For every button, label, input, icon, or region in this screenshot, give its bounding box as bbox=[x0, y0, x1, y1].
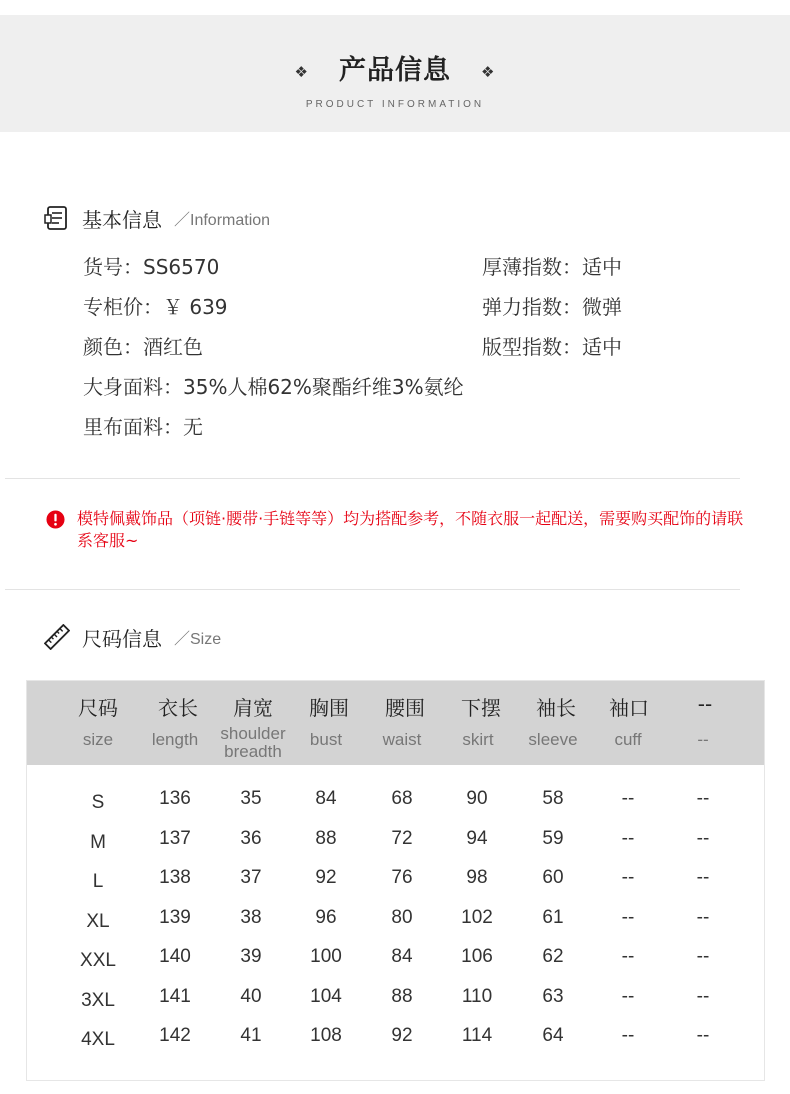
cell-cuff: -- bbox=[621, 1025, 635, 1046]
cell-bust: 108 bbox=[310, 1025, 342, 1046]
header-en-waist: waist bbox=[382, 730, 422, 749]
cell-cuff: -- bbox=[621, 867, 635, 888]
cell-bust: 92 bbox=[315, 867, 337, 888]
info-item-price: 专柜价：￥ 639 bbox=[83, 295, 228, 319]
cell-waist: 76 bbox=[391, 867, 413, 888]
cell-cuff: -- bbox=[621, 946, 635, 967]
cell-waist: 72 bbox=[391, 827, 413, 849]
cell-size: 4XL bbox=[81, 1029, 115, 1050]
basic-info-heading bbox=[44, 203, 270, 233]
cell-length: 136 bbox=[159, 788, 191, 809]
cell-waist: 68 bbox=[391, 788, 413, 809]
header-en-sleeve: sleeve bbox=[528, 730, 578, 749]
section-divider bbox=[5, 589, 740, 590]
cell-shoulder: 37 bbox=[240, 867, 262, 888]
document-icon bbox=[44, 205, 70, 231]
cell-skirt: 106 bbox=[461, 946, 493, 967]
header-en-length: length bbox=[151, 730, 199, 749]
notice-text: 模特佩戴饰品（项链·腰带·手链等等）均为搭配参考，不随衣服一起配送，需要购买配饰的请联系客服~ bbox=[77, 509, 744, 550]
cell-waist: 92 bbox=[391, 1025, 413, 1046]
cell-bust: 100 bbox=[310, 946, 342, 967]
cell-sleeve: 63 bbox=[542, 985, 564, 1007]
cell-cuff: -- bbox=[621, 906, 635, 928]
cell-size: M bbox=[90, 831, 106, 853]
header-cn-blank: -- bbox=[697, 692, 713, 716]
cell-size: L bbox=[92, 871, 104, 892]
right-diamond-icon: ❖ bbox=[481, 62, 496, 81]
cell-length: 140 bbox=[159, 946, 191, 967]
cell-size: XXL bbox=[80, 950, 116, 971]
cell-shoulder: 40 bbox=[240, 985, 262, 1007]
cell-cuff: -- bbox=[621, 788, 635, 809]
cell-length: 142 bbox=[159, 1025, 191, 1046]
banner-title: 产品信息 bbox=[339, 55, 451, 86]
cell-waist: 84 bbox=[391, 946, 413, 967]
cell-length: 138 bbox=[159, 867, 191, 888]
header-cn-waist: 腰围 bbox=[385, 696, 425, 720]
basic-info-title: 基本信息 bbox=[82, 207, 162, 232]
cell-bust: 84 bbox=[315, 788, 337, 809]
cell-size: S bbox=[91, 792, 105, 813]
cell-skirt: 102 bbox=[461, 906, 493, 928]
size-table-header bbox=[27, 681, 764, 765]
cell-cuff: -- bbox=[621, 985, 635, 1007]
cell-bust: 96 bbox=[315, 906, 337, 928]
header-cn-shoulder: 肩宽 bbox=[233, 696, 273, 720]
cell-sleeve: 64 bbox=[542, 1025, 564, 1046]
section-divider bbox=[5, 478, 740, 479]
info-item-sku: 货号：SS6570 bbox=[83, 255, 220, 279]
cell-waist: 88 bbox=[391, 985, 413, 1007]
header-cn-sleeve: 袖长 bbox=[536, 696, 576, 720]
cell-length: 141 bbox=[159, 985, 191, 1007]
cell-blank: -- bbox=[696, 788, 710, 809]
cell-size: XL bbox=[86, 910, 110, 932]
cell-shoulder: 35 bbox=[240, 788, 262, 809]
cell-shoulder: 38 bbox=[240, 906, 262, 928]
cell-skirt: 94 bbox=[466, 827, 488, 849]
cell-skirt: 98 bbox=[466, 867, 488, 888]
header-en-shoulder: shoulder breadth bbox=[220, 724, 286, 761]
header-en-blank: -- bbox=[697, 730, 709, 749]
cell-skirt: 110 bbox=[461, 985, 493, 1007]
cell-sleeve: 58 bbox=[542, 788, 564, 809]
info-item-elasticity: 弹力指数：微弹 bbox=[482, 295, 622, 319]
cell-blank: -- bbox=[696, 946, 710, 967]
info-item-thickness: 厚薄指数：适中 bbox=[482, 255, 622, 279]
cell-cuff: -- bbox=[621, 827, 635, 849]
header-cn-cuff: 袖口 bbox=[609, 696, 649, 720]
cell-skirt: 90 bbox=[466, 788, 488, 809]
header-cn-size: 尺码 bbox=[78, 696, 118, 720]
header-cn-length: 衣长 bbox=[158, 696, 198, 720]
cell-size: 3XL bbox=[81, 989, 115, 1011]
cell-sleeve: 62 bbox=[542, 946, 564, 967]
accessory-notice bbox=[46, 508, 756, 552]
size-info-heading bbox=[44, 622, 221, 652]
cell-length: 137 bbox=[159, 827, 191, 849]
cell-skirt: 114 bbox=[461, 1025, 493, 1046]
cell-length: 139 bbox=[159, 906, 191, 928]
info-item-color: 颜色：酒红色 bbox=[83, 335, 203, 359]
cell-sleeve: 61 bbox=[542, 906, 564, 928]
cell-blank: -- bbox=[696, 985, 710, 1007]
header-en-skirt: skirt bbox=[462, 730, 494, 749]
header-en-cuff: cuff bbox=[614, 730, 642, 749]
info-item-lining-fabric: 里布面料：无 bbox=[83, 415, 203, 439]
cell-bust: 88 bbox=[315, 827, 337, 849]
cell-shoulder: 36 bbox=[240, 827, 262, 849]
size-table bbox=[26, 680, 765, 1081]
left-diamond-icon: ❖ bbox=[294, 62, 309, 81]
info-item-main-fabric: 大身面料：35%人棉62%聚酯纤维3%氨纶 bbox=[83, 375, 464, 399]
cell-blank: -- bbox=[696, 906, 710, 928]
size-info-title: 尺码信息 bbox=[82, 626, 162, 651]
cell-sleeve: 59 bbox=[542, 827, 564, 849]
cell-bust: 104 bbox=[310, 985, 342, 1007]
cell-shoulder: 41 bbox=[240, 1025, 262, 1046]
header-en-size: size bbox=[82, 730, 114, 749]
product-info-banner bbox=[0, 15, 790, 132]
cell-sleeve: 60 bbox=[542, 867, 564, 888]
cell-shoulder: 39 bbox=[240, 946, 262, 967]
ruler-icon bbox=[44, 624, 70, 650]
cell-blank: -- bbox=[696, 1025, 710, 1046]
header-en-bust: bust bbox=[309, 730, 343, 749]
cell-blank: -- bbox=[696, 827, 710, 849]
info-item-fit: 版型指数：适中 bbox=[482, 335, 622, 359]
size-info-subtitle: ／Size bbox=[174, 630, 222, 648]
banner-title-row bbox=[0, 48, 790, 87]
alert-icon bbox=[46, 510, 65, 529]
basic-info-subtitle: ／Information bbox=[174, 211, 271, 229]
cell-blank: -- bbox=[696, 867, 710, 888]
banner-subtitle: PRODUCT INFORMATION bbox=[305, 99, 485, 110]
header-cn-bust: 胸围 bbox=[309, 696, 349, 720]
cell-waist: 80 bbox=[391, 906, 413, 928]
header-cn-skirt: 下摆 bbox=[461, 696, 501, 720]
